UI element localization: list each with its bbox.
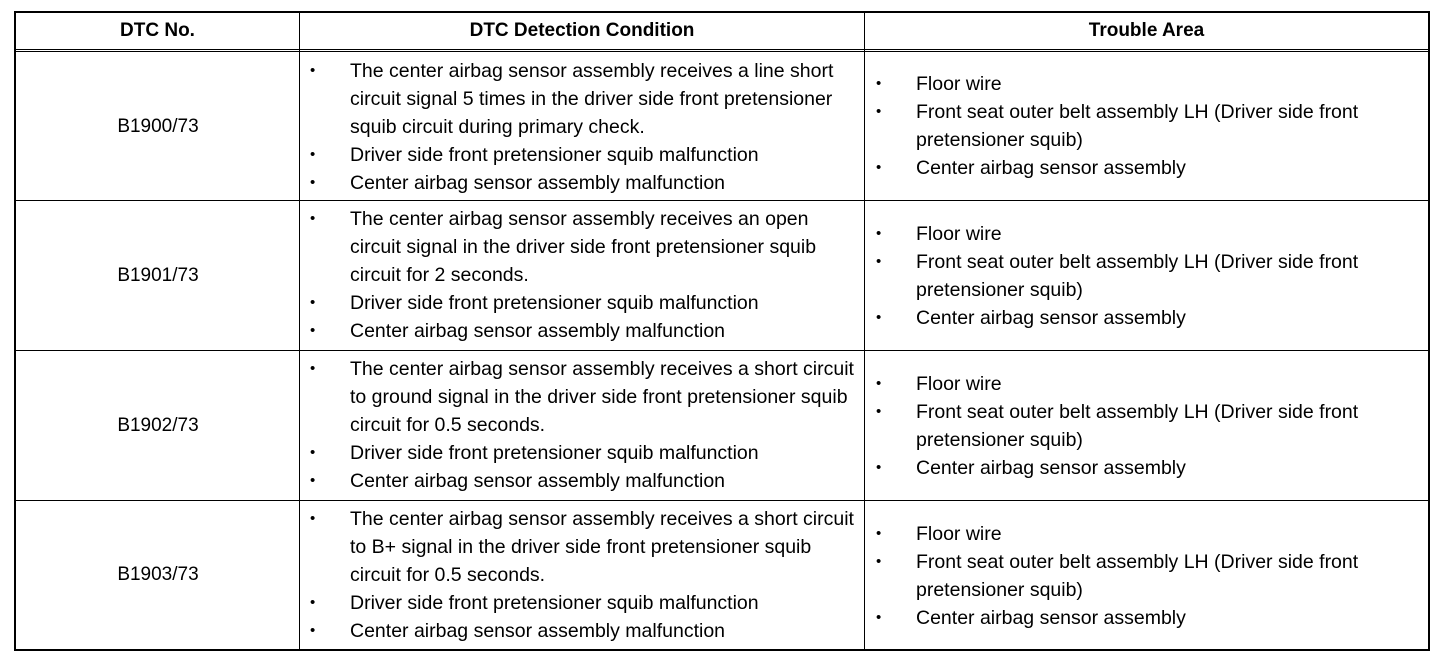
dtc-number: B1900/73 xyxy=(117,115,199,137)
trouble-area-list xyxy=(876,370,1426,482)
table-row xyxy=(16,201,1428,350)
condition-item: • Driver side front pretensioner squib malfunction xyxy=(310,141,855,169)
trouble-area-item: • Center airbag sensor assembly xyxy=(876,604,1426,632)
detection-condition-list xyxy=(310,505,855,645)
trouble-area-item: • Front seat outer belt assembly LH (Driver side front pretensioner squib) xyxy=(876,248,1426,304)
condition-item: • Driver side front pretensioner squib malfunction xyxy=(310,439,855,467)
dtc-number: B1902/73 xyxy=(117,414,199,436)
condition-item: • Center airbag sensor assembly malfunction xyxy=(310,617,855,645)
detection-condition-list xyxy=(310,205,855,345)
trouble-area-item: • Floor wire xyxy=(876,220,1426,248)
condition-item: • The center airbag sensor assembly receives an open circuit signal in the driver side front pretensioner squib circuit for 2 seconds. xyxy=(310,205,855,289)
detection-condition-list xyxy=(310,57,855,197)
condition-item: • Center airbag sensor assembly malfunction xyxy=(310,467,855,495)
table-row xyxy=(16,53,1428,200)
trouble-area-item: • Floor wire xyxy=(876,520,1426,548)
header-detection-condition: DTC Detection Condition xyxy=(469,20,695,41)
condition-item: • Center airbag sensor assembly malfunction xyxy=(310,169,855,197)
trouble-area-item: • Center airbag sensor assembly xyxy=(876,154,1426,182)
header-dtc-no: DTC No. xyxy=(120,20,195,41)
table-row xyxy=(16,501,1428,649)
condition-item: • Driver side front pretensioner squib malfunction xyxy=(310,289,855,317)
trouble-area-item: • Front seat outer belt assembly LH (Driver side front pretensioner squib) xyxy=(876,548,1426,604)
condition-item: • The center airbag sensor assembly receives a line short circuit signal 5 times in the driver side front pretensioner squib circuit during primary check. xyxy=(310,57,855,141)
dtc-number: B1901/73 xyxy=(117,264,199,286)
trouble-area-list xyxy=(876,70,1426,182)
dtc-number: B1903/73 xyxy=(117,564,199,585)
trouble-area-list xyxy=(876,520,1426,632)
trouble-area-item: • Center airbag sensor assembly xyxy=(876,304,1426,332)
condition-item: • Center airbag sensor assembly malfunction xyxy=(310,317,855,345)
detection-condition-list xyxy=(310,355,855,495)
condition-item: • The center airbag sensor assembly receives a short circuit to ground signal in the driver side front pretensioner squib circuit for 0.5 seconds. xyxy=(310,355,855,439)
trouble-area-list xyxy=(876,220,1426,332)
trouble-area-item: • Floor wire xyxy=(876,370,1426,398)
trouble-area-item: • Floor wire xyxy=(876,70,1426,98)
condition-item: • Driver side front pretensioner squib malfunction xyxy=(310,589,855,617)
dtc-table xyxy=(14,11,1430,651)
header-trouble-area: Trouble Area xyxy=(1088,20,1205,41)
header-divider xyxy=(16,49,1428,52)
condition-item: • The center airbag sensor assembly receives a short circuit to B+ signal in the driver side front pretensioner squib circuit for 0.5 seconds. xyxy=(310,505,855,589)
trouble-area-item: • Front seat outer belt assembly LH (Driver side front pretensioner squib) xyxy=(876,98,1426,154)
table-row xyxy=(16,351,1428,500)
trouble-area-item: • Front seat outer belt assembly LH (Driver side front pretensioner squib) xyxy=(876,398,1426,454)
trouble-area-item: • Center airbag sensor assembly xyxy=(876,454,1426,482)
